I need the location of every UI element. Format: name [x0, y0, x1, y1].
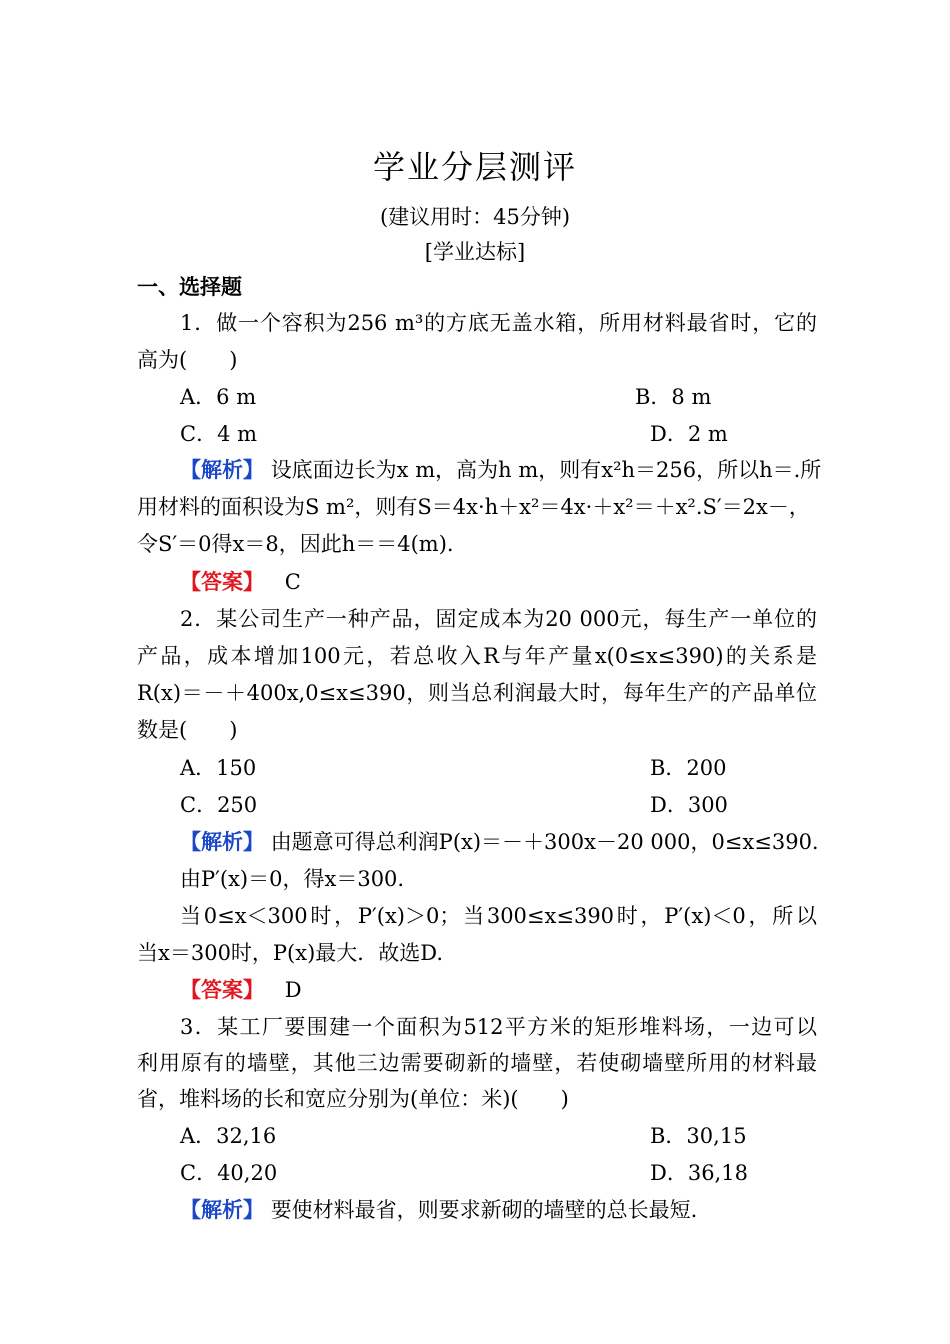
q2-analysis-text: 由题意可得总利润P(x)＝－＋300x－20 000，0≤x≤390.	[270, 830, 819, 854]
q2-option-c: C．250	[180, 793, 258, 817]
q2-stem-line1: 2．某公司生产一种产品，固定成本为20 000元，每生产一单位的	[180, 607, 817, 631]
part-heading: 一、选择题	[137, 274, 242, 299]
q1-analysis-line1	[180, 455, 822, 485]
q3-stem-line3: 省，堆料场的长和宽应分别为(单位：米)( )	[137, 1087, 569, 1111]
q2-option-b: B．200	[650, 756, 727, 780]
q1-options-row1	[180, 382, 817, 412]
q2-option-d: D．300	[650, 793, 728, 817]
q3-analysis-text: 要使材料最省，则要求新砌的墙壁的总长最短.	[270, 1198, 698, 1222]
q2-option-a: A．150	[180, 756, 257, 780]
q1-stem-line2: 高为( )	[137, 348, 238, 372]
q1-analysis-text: 设底面边长为x m，高为h m，则有x²h＝256，所以h＝.所	[270, 458, 822, 482]
q3-stem-line2: 利用原有的墙壁，其他三边需要砌新的墙壁，若使砌墙壁所用的材料最	[137, 1051, 817, 1075]
q2-analysis-tag: 【解析】	[180, 829, 264, 854]
q1-options-row2	[180, 419, 817, 449]
q1-answer	[180, 567, 817, 597]
q3-option-b: B．30,15	[650, 1124, 747, 1148]
q1-stem-line1: 1．做一个容积为256 m³的方底无盖水箱，所用材料最省时，它的	[180, 311, 817, 335]
q2-answer-value: D	[284, 978, 302, 1002]
q2-answer-tag: 【答案】	[180, 977, 264, 1002]
q1-analysis-tag: 【解析】	[180, 457, 264, 482]
q1-option-c: C．4 m	[180, 422, 258, 446]
q1-analysis-line3: 令S′＝0得x＝8，因此h＝＝4(m).	[137, 532, 454, 556]
suggested-time: (建议用时：45分钟)	[379, 205, 571, 229]
page-title: 学业分层测评	[372, 148, 577, 186]
q3-option-c: C．40,20	[180, 1161, 278, 1185]
q3-analysis-line1	[180, 1195, 817, 1225]
q3-option-d: D．36,18	[650, 1161, 748, 1185]
q1-answer-value: C	[284, 570, 301, 594]
q2-answer	[180, 975, 817, 1005]
q2-analysis-line1	[180, 827, 817, 857]
q3-stem-line1: 3．某工厂要围建一个面积为512平方米的矩形堆料场，一边可以	[180, 1015, 817, 1039]
q1-analysis-line2: 用材料的面积设为S m²，则有S＝4x·h＋x²＝4x·＋x²＝＋x².S′＝2x－，	[137, 495, 810, 519]
q3-options-row1	[180, 1121, 817, 1151]
q1-option-d: D．2 m	[650, 422, 728, 446]
q2-options-row2	[180, 790, 817, 820]
q3-option-a: A．32,16	[180, 1124, 277, 1148]
q2-stem-line2: 产品，成本增加100元，若总收入R与年产量x(0≤x≤390)的关系是	[137, 644, 817, 668]
section-label: [学业达标]	[424, 240, 526, 264]
q2-analysis-line3: 当0≤x＜300时，P′(x)＞0；当300≤x≤390时，P′(x)＜0，所以	[180, 904, 817, 928]
q2-analysis-line2: 由P′(x)＝0，得x＝300.	[180, 867, 405, 891]
q2-options-row1	[180, 753, 817, 783]
q2-analysis-line4: 当x＝300时，P(x)最大．故选D.	[137, 941, 444, 965]
q1-option-b: B．8 m	[635, 385, 712, 409]
q2-stem-line3: R(x)＝－＋400x,0≤x≤390，则当总利润最大时，每年生产的产品单位	[137, 681, 817, 705]
q3-analysis-tag: 【解析】	[180, 1197, 264, 1222]
q1-option-a: A．6 m	[180, 385, 257, 409]
q1-answer-tag: 【答案】	[180, 569, 264, 594]
q3-options-row2	[180, 1158, 817, 1188]
q2-stem-line4: 数是( )	[137, 718, 238, 742]
